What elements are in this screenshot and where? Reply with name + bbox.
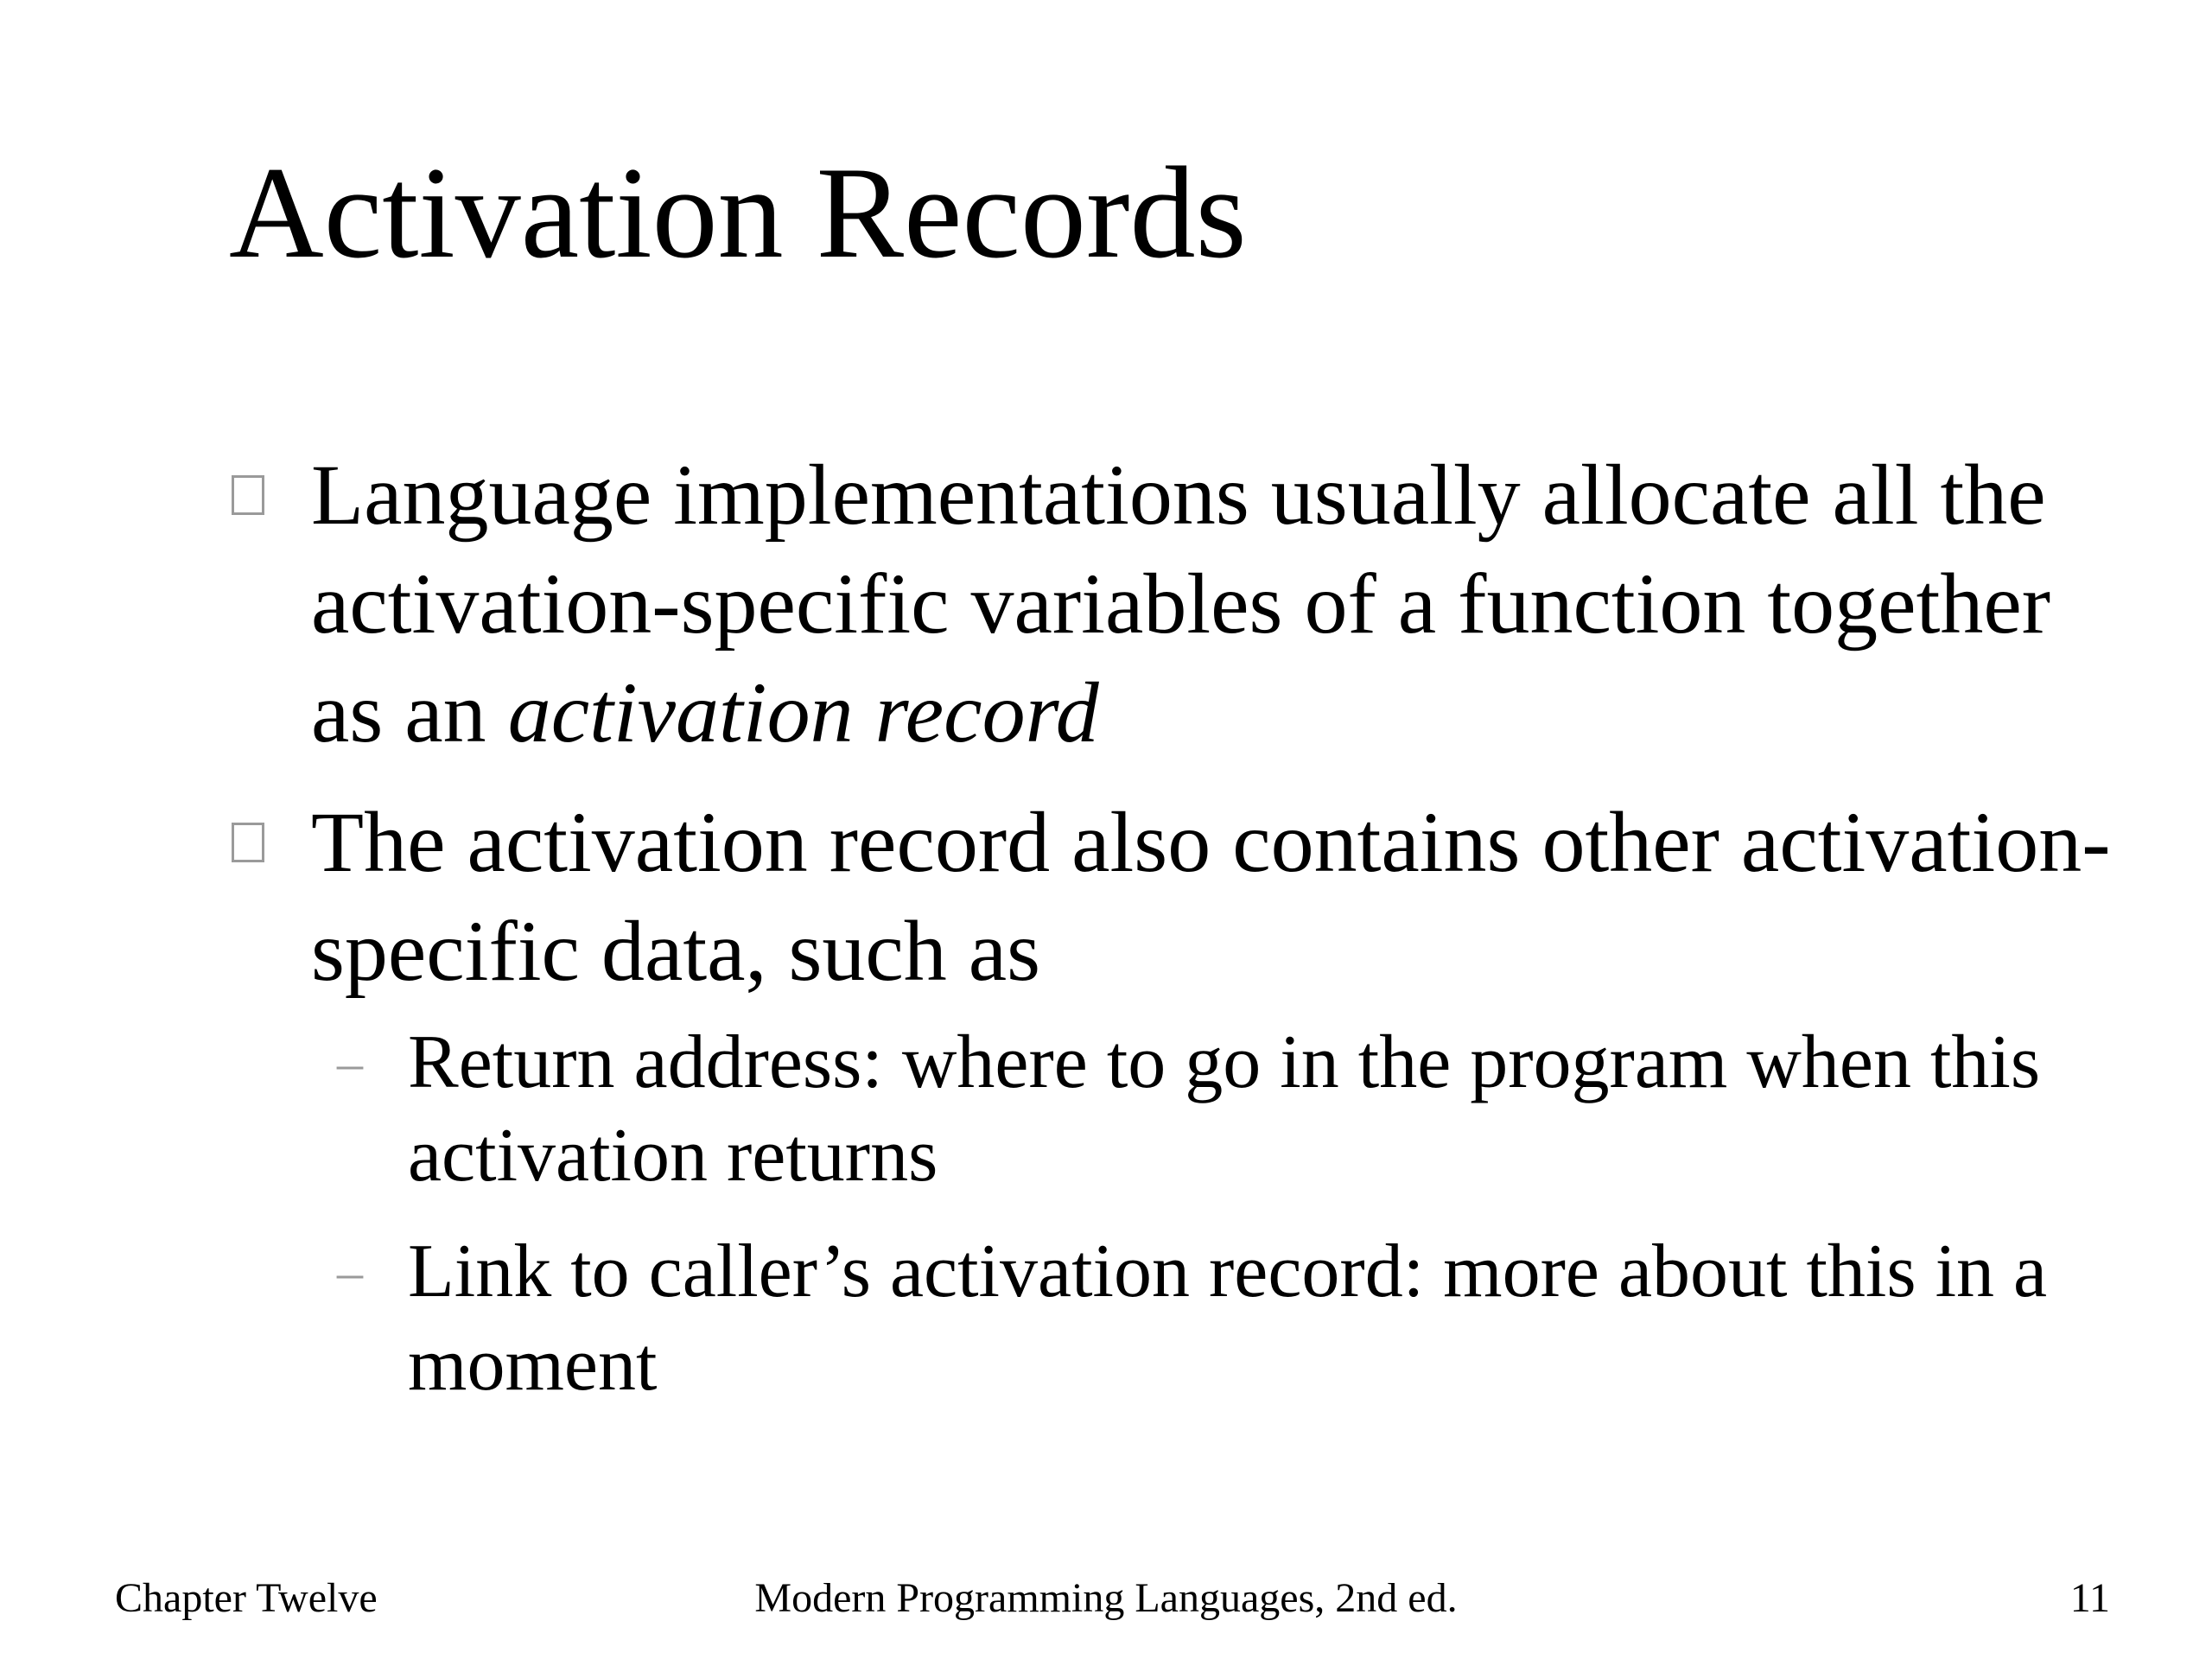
slide-title: Activation Records <box>229 140 1247 285</box>
sub-bullet-item-1 <box>337 1016 2119 1203</box>
dash-bullet-icon: – <box>337 1243 363 1300</box>
bullet-item-2 <box>311 788 2126 1006</box>
sub-bullet-text: Return address: where to go in the program when this activation returns <box>408 1020 2041 1198</box>
bullet-text: The activation record also contains other activation-specific data, such as <box>311 794 2111 999</box>
footer-page-number: 11 <box>2069 1575 2110 1621</box>
sub-bullet-text: Link to caller’s activation record: more about this in a moment <box>408 1230 2048 1407</box>
bullet-text: Language implementations usually allocate all the activation-specific variables of a function together as an <box>311 447 2051 760</box>
bullet-item-1 <box>311 441 2126 767</box>
square-bullet-icon <box>232 475 264 515</box>
emphasis-term: activation record <box>507 664 1099 760</box>
square-bullet-icon <box>232 823 264 862</box>
footer-chapter: Chapter Twelve <box>115 1575 378 1621</box>
sub-bullet-item-2 <box>337 1225 2119 1412</box>
footer-book-title: Modern Programming Languages, 2nd ed. <box>754 1575 1458 1621</box>
dash-bullet-icon: – <box>337 1034 363 1091</box>
